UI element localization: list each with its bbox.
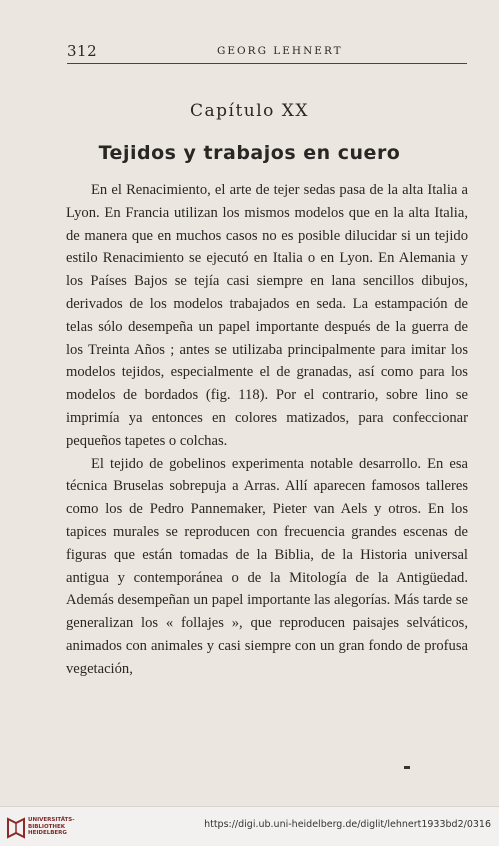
header-rule: [67, 63, 467, 64]
page-number: 312: [67, 42, 98, 60]
permalink-url[interactable]: https://digi.ub.uni-heidelberg.de/diglit/lehnert1933bd2/0316: [204, 819, 491, 830]
chapter-title: Tejidos y trabajos en cuero: [98, 142, 401, 164]
library-name-line: UNIVERSITÄTS-: [28, 817, 75, 823]
body-text: [66, 179, 468, 681]
scan-speck: [404, 766, 410, 769]
chapter-label: Capítulo XX: [189, 101, 310, 121]
page-header: [67, 42, 467, 60]
running-head: GEORG LEHNERT: [217, 45, 343, 57]
library-name-line: BIBLIOTHEK: [28, 823, 66, 830]
viewer-footer: [0, 806, 499, 846]
heidelberg-library-logo-icon[interactable]: [6, 817, 26, 839]
paragraph: El tejido de gobelinos experimenta notable desarrollo. En esa técnica Bruselas sobrepuja a Arras. Allí aparecen famosos talleres como los de Pedro Pannemaker, Pieter van Aels y otros. En los tapices murales se reproducen con frecuencia grandes escenas de figuras que están tomadas de la Biblia, de la Historia universal antigua y contemporánea o de la Mitología de la Antigüedad. Además desempeñan un papel importante las alegorías. Más tarde se generalizan los « follajes », que reproducen paisajes selváticos, animados con animales y casi siempre con un gran fondo de profusa vegetación,: [66, 455, 468, 677]
paragraph: En el Renacimiento, el arte de tejer sedas pasa de la alta Italia a Lyon. En Francia utilizan los mismos modelos que en la alta Italia, de manera que en muchos casos no es posible dilucidar si un tejido estilo Renacimiento se ejecutó en Italia o en Lyon. En Alemania y los Países Bajos se tejía casi siempre en lana sencillos dibujos, derivados de los modelos trabajados en seda. La estampación de telas sólo desempeña un papel importante después de la guerra de los Treinta Años ; antes se utilizaba principalmente para imitar los modelos tejidos, especialmente el de granadas, así como para los modelos de bordados (fig. 118). Por el contrario, sobre lino se imprimía ya entonces en colores matizados, para confeccionar pequeños tapetes o colchas.: [66, 182, 468, 449]
library-name-line: HEIDELBERG: [28, 830, 67, 836]
library-name[interactable]: [28, 817, 75, 837]
